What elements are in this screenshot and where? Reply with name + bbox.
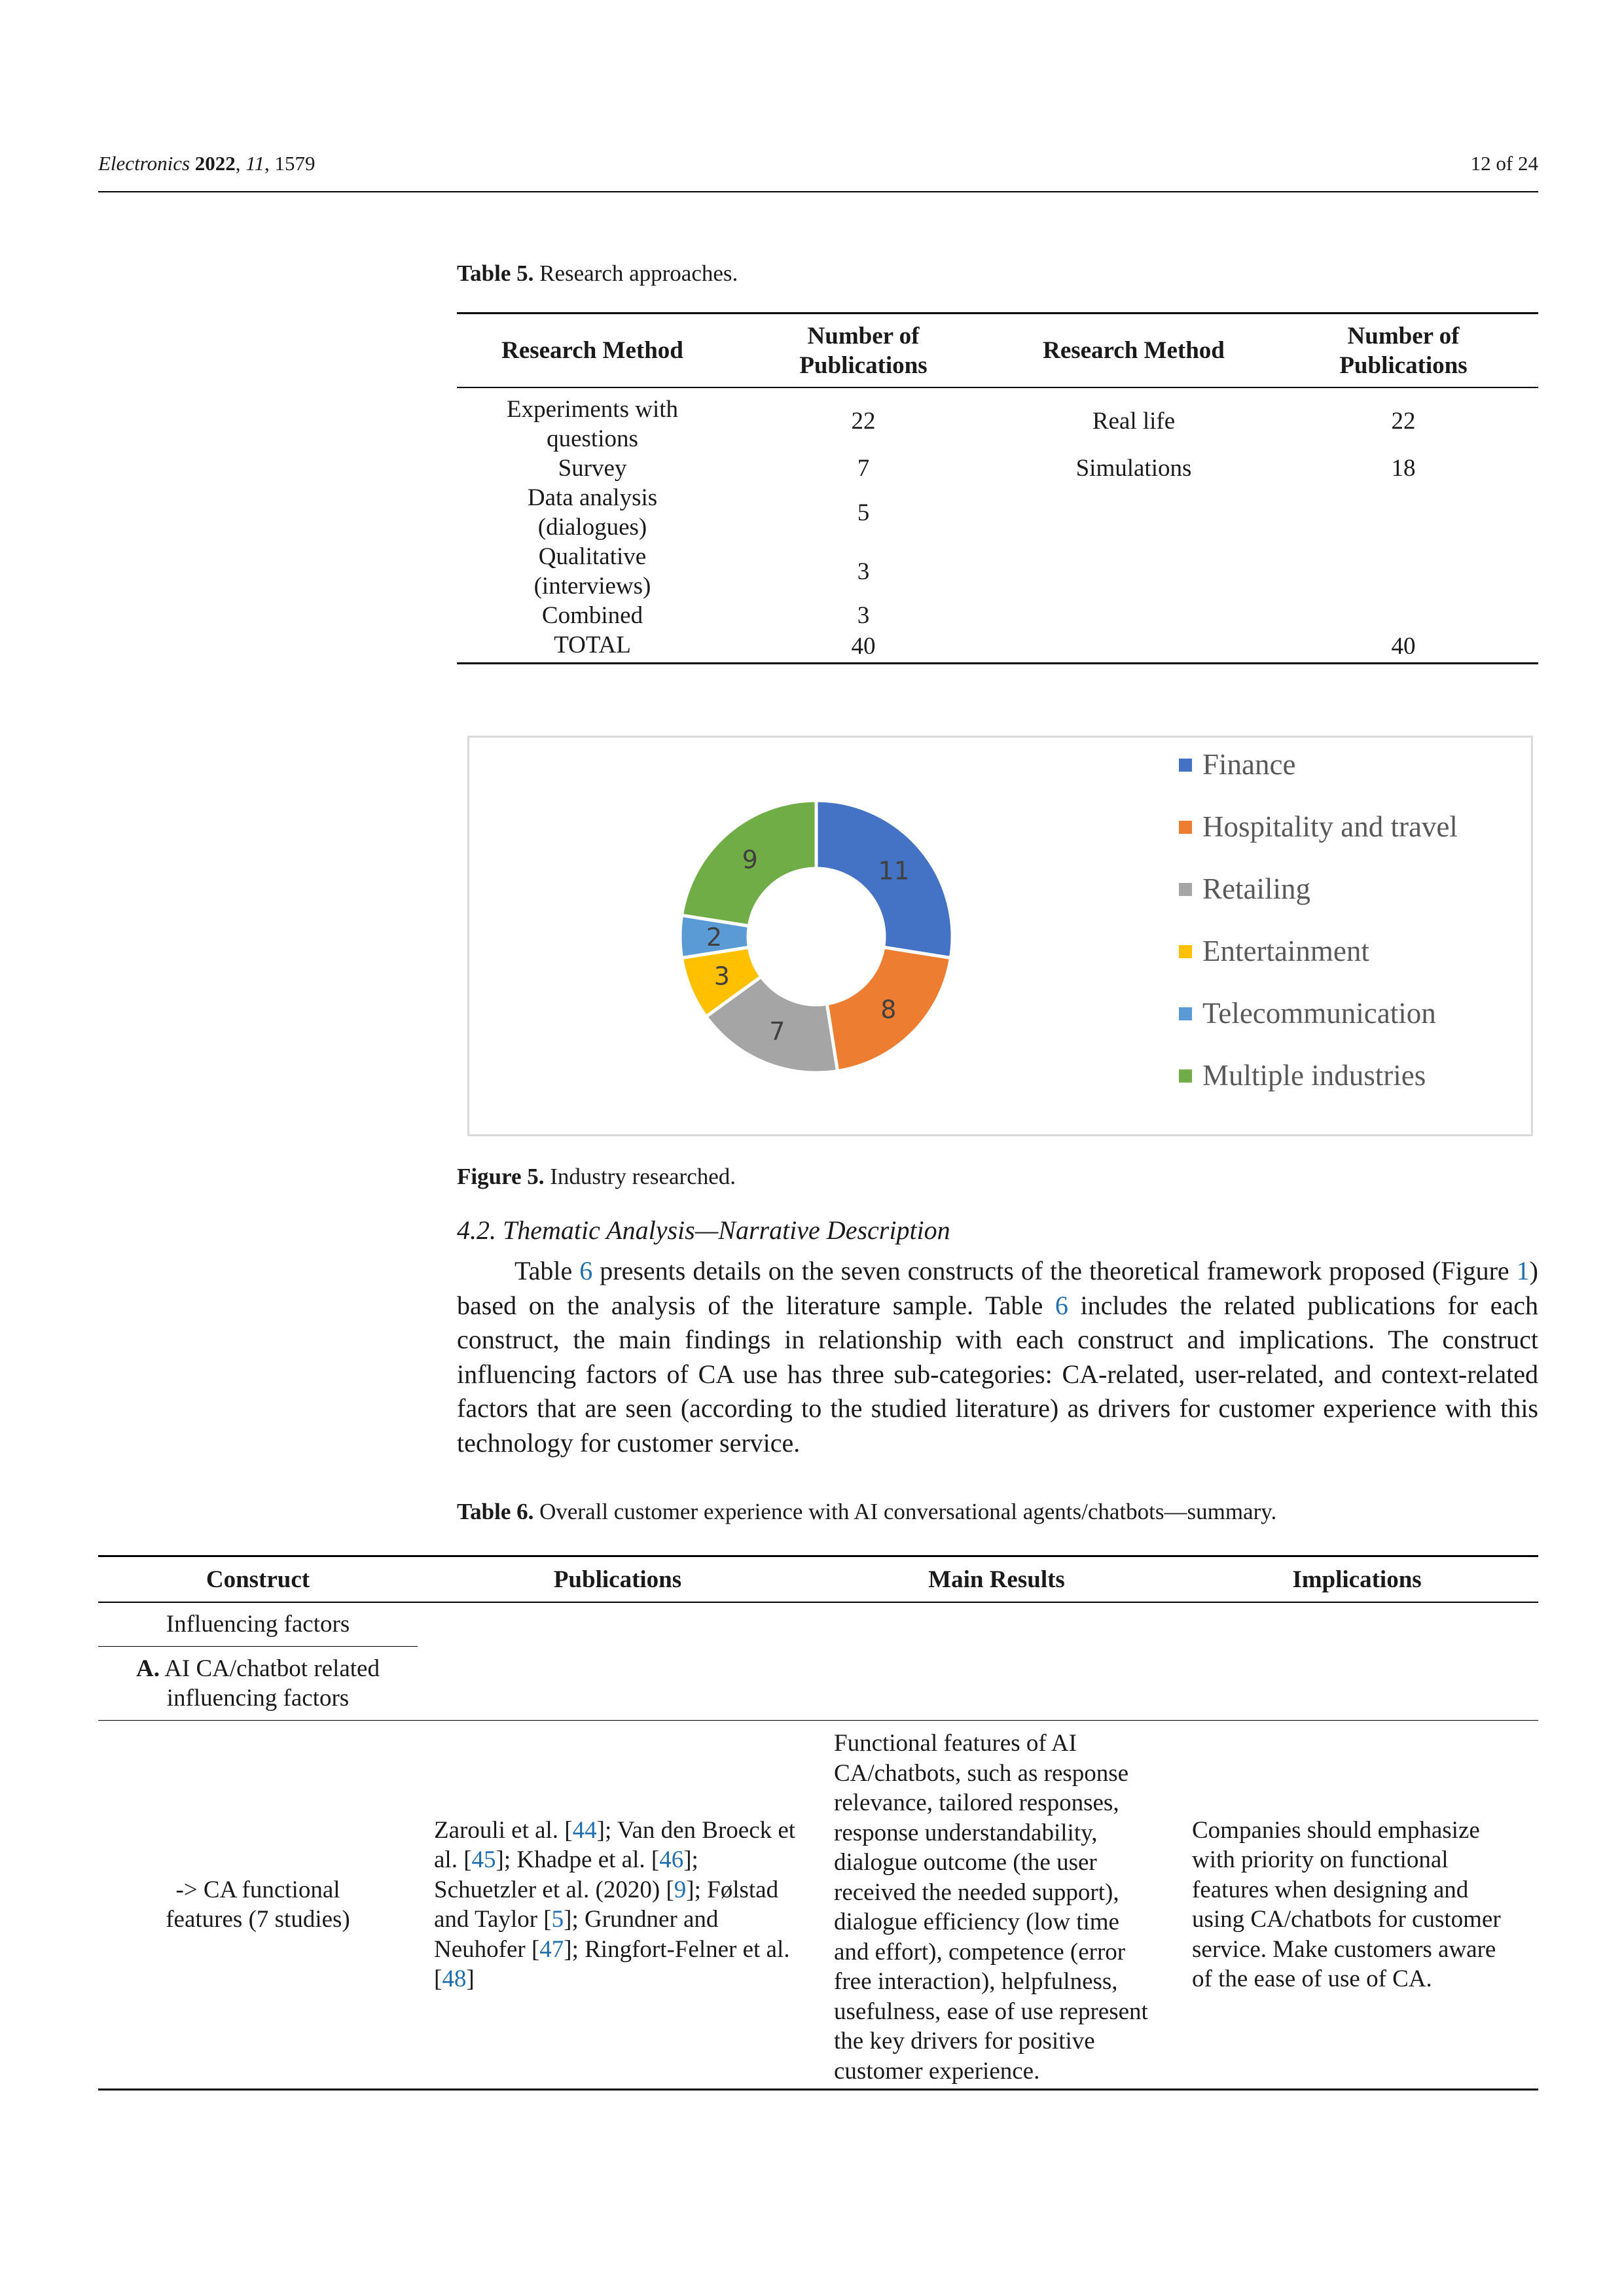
table-cell — [1269, 601, 1538, 630]
subheader-influencing-factors: Influencing factors — [98, 1602, 418, 1647]
implications-cell: Companies should emphasize with priority on functional features when designing and using CA/chatbots for customer service. Make customers aware of the ease of use of CA. — [1192, 1816, 1501, 1992]
citation-link[interactable]: 45 — [471, 1846, 496, 1873]
construct-cell: -> CA functional features (7 studies) — [166, 1876, 350, 1933]
table5-caption-label: Table 5. — [457, 260, 534, 286]
figure5-caption-label: Figure 5. — [457, 1164, 545, 1189]
table-cell: 18 — [1391, 455, 1416, 482]
table6-caption-label: Table 6. — [457, 1499, 534, 1524]
table-header-row — [457, 314, 1538, 388]
journal-name: Electronics — [98, 152, 190, 175]
table-row — [457, 483, 1538, 542]
figure-reference-link[interactable]: 1 — [1516, 1256, 1530, 1285]
column-header: Publications — [553, 1566, 682, 1593]
table-cell: Combined — [541, 602, 643, 629]
legend-label: Multiple industries — [1202, 1059, 1426, 1092]
legend-label: Entertainment — [1202, 935, 1369, 967]
table-reference-link[interactable]: 6 — [579, 1256, 593, 1285]
table-cell: TOTAL — [554, 632, 631, 658]
table6-caption — [457, 1499, 1276, 1525]
data-label: 9 — [742, 845, 758, 874]
table-row — [457, 387, 1538, 454]
table-cell: 22 — [1391, 407, 1416, 435]
table-cell: Simulations — [1075, 455, 1192, 482]
column-header: Implications — [1292, 1566, 1422, 1593]
table-cell: Experiments with questions — [506, 396, 679, 452]
table-cell: Data analysis (dialogues) — [527, 484, 658, 541]
subheader-row — [98, 1602, 1538, 1647]
page-number: 12 of 24 — [1470, 152, 1538, 175]
data-label: 8 — [880, 995, 897, 1024]
publications-cell: Zarouli et al. [44]; Van den Broeck et al. [45]; Khadpe et al. [46]; Schuetzler et al. (2020) [9]; Følstad and Taylor [5]; Grundner and Neuhofer [47]; Ringfort-Felner et al. [48] — [434, 1816, 796, 1992]
legend-item — [1179, 872, 1310, 906]
subheader-row — [98, 1647, 1538, 1721]
column-header: Main Results — [928, 1566, 1065, 1593]
data-label: 3 — [713, 961, 730, 991]
table-cell — [999, 483, 1269, 542]
section-heading: 4.2. Thematic Analysis—Narrative Description — [457, 1215, 950, 1245]
column-header: Research Method — [501, 337, 683, 364]
table-cell — [1269, 483, 1538, 542]
column-header: Number of Publications — [1339, 322, 1468, 379]
table-row — [457, 454, 1538, 483]
legend-item — [1179, 934, 1369, 968]
running-header: Electronics 2022, 11, 1579 — [98, 152, 316, 175]
legend-label: Finance — [1202, 748, 1296, 781]
figure5-caption — [457, 1164, 736, 1190]
table6-caption-text: Overall customer experience with AI conversational agents/chatbots—summary. — [539, 1499, 1277, 1524]
citation-link[interactable]: 5 — [551, 1906, 564, 1933]
data-label: 2 — [706, 923, 723, 952]
legend-item — [1179, 747, 1295, 781]
table-cell: 3 — [857, 602, 870, 629]
table-row — [98, 1721, 1538, 2090]
customer-experience-summary-table — [98, 1555, 1538, 2090]
journal-year: 2022 — [194, 152, 236, 175]
column-header: Research Method — [1043, 337, 1225, 364]
legend-swatch — [1179, 821, 1192, 834]
table-cell — [999, 630, 1269, 664]
header-rule — [98, 191, 1538, 192]
figure5-caption-text: Industry researched. — [550, 1164, 736, 1189]
legend-swatch — [1179, 945, 1192, 958]
table-cell — [999, 542, 1269, 601]
table-cell — [999, 601, 1269, 630]
table-cell: 22 — [851, 407, 876, 435]
legend-swatch — [1179, 759, 1192, 772]
main-results-cell: Functional features of AI CA/chatbots, such as response relevance, tailored responses, response understandability, dialogue outcome (the user received the needed support), dialogue efficiency (low time and effort), competence (error free interaction), helpfulness, usefulness, ease of use represent the key drivers for positive customer experience. — [834, 1730, 1148, 2085]
article-number: 1579 — [274, 152, 316, 175]
table5-caption-text: Research approaches. — [539, 260, 738, 286]
legend-swatch — [1179, 883, 1192, 896]
citation-link[interactable]: 48 — [442, 1965, 467, 1992]
table-header-row — [98, 1556, 1538, 1603]
table-cell: Real life — [1092, 407, 1176, 435]
table-reference-link[interactable]: 6 — [1055, 1290, 1068, 1320]
table-cell: Survey — [558, 455, 627, 482]
journal-volume: 11 — [245, 152, 264, 175]
table-cell: 40 — [851, 633, 876, 660]
column-header: Construct — [206, 1566, 310, 1593]
column-header: Number of Publications — [799, 322, 928, 379]
legend-swatch — [1179, 1007, 1192, 1020]
legend-swatch — [1179, 1069, 1192, 1083]
research-approaches-table — [457, 312, 1538, 664]
table-cell — [1269, 542, 1538, 601]
table-row — [457, 542, 1538, 601]
body-paragraph: Table 6 presents details on the seven constructs of the theoretical framework proposed (Figure 1) based on the analysis of the literature sample. Table 6 includes the related publications for each construct, the main findings in relationship with each construct and implications. The construct influencing factors of CA use has three sub-categories: CA-related, user-related, and context-related factors that are seen (according to the studied literature) as drivers for customer experience with this technology for customer service. — [457, 1256, 1538, 1458]
table-cell: 3 — [857, 558, 870, 585]
citation-link[interactable]: 46 — [659, 1846, 684, 1873]
legend-item — [1179, 996, 1436, 1030]
table-cell: 7 — [857, 455, 870, 482]
subheader-ca-related: A. AI CA/chatbot related influencing factors — [136, 1655, 380, 1712]
table-row-total — [457, 630, 1538, 664]
table-cell: 40 — [1391, 633, 1416, 660]
legend-item — [1179, 810, 1458, 844]
citation-link[interactable]: 44 — [572, 1816, 597, 1844]
table-cell: Qualitative (interviews) — [533, 543, 651, 600]
table-cell: 5 — [857, 499, 870, 526]
citation-link[interactable]: 9 — [674, 1876, 687, 1903]
table5-caption — [457, 260, 738, 287]
industry-donut-chart — [467, 736, 1533, 1136]
legend-item — [1179, 1058, 1426, 1092]
table-row — [457, 601, 1538, 630]
citation-link[interactable]: 47 — [539, 1935, 564, 1963]
legend-label: Telecommunication — [1202, 997, 1436, 1030]
legend-label: Retailing — [1202, 872, 1310, 905]
data-label: 7 — [769, 1017, 785, 1047]
legend-label: Hospitality and travel — [1202, 810, 1458, 843]
data-label: 11 — [878, 856, 910, 886]
